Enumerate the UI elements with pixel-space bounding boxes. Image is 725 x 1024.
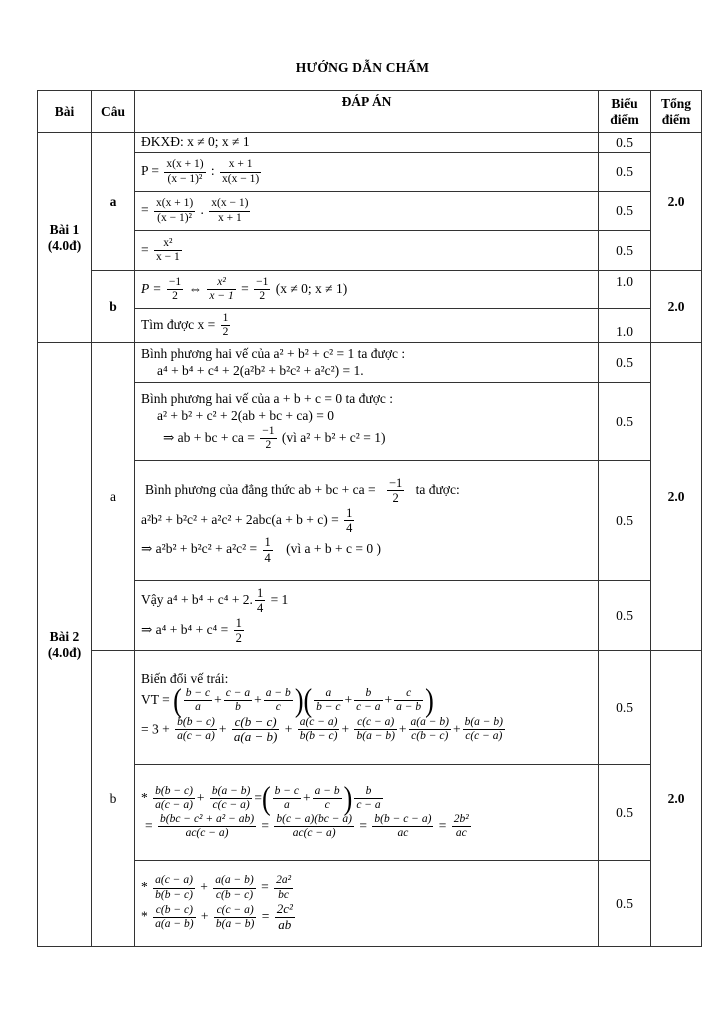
- answer-cell: [135, 765, 599, 861]
- denominator: a − b: [396, 701, 422, 714]
- header-cau: Câu: [92, 91, 135, 133]
- answer-cell: [135, 271, 599, 309]
- numerator: a − b: [265, 687, 291, 700]
- equals-three: = 3 +: [141, 721, 170, 737]
- bai1-b-total: 2.0: [651, 271, 702, 343]
- statement-text: ta được:: [415, 481, 460, 497]
- answer-line: a² + b² + c² + 2(ab + bc + ca) = 0: [157, 407, 335, 423]
- answer-cell: [135, 309, 599, 343]
- numerator: x²: [163, 236, 173, 249]
- numerator: a(c − a): [299, 716, 338, 729]
- numerator: −1: [168, 275, 182, 288]
- denominator: 4: [264, 550, 271, 565]
- answer-line: [141, 476, 594, 506]
- fraction: [214, 904, 256, 931]
- header-dap-an: ĐÁP ÁN: [135, 91, 599, 133]
- bullet-star: *: [141, 908, 148, 924]
- denominator: x − 1: [156, 251, 180, 263]
- header-bieu-diem: Biểu điểm: [599, 91, 651, 133]
- denominator: c(b − c): [213, 888, 255, 902]
- fraction: [344, 506, 354, 536]
- table-row: [38, 461, 702, 581]
- bai2-label: Bài 2: [49, 628, 80, 644]
- reason-text: (vì a + b + c = 0 ): [286, 541, 381, 557]
- numerator: c(b − c): [234, 713, 277, 729]
- fraction: [264, 687, 293, 714]
- denominator: 2: [260, 438, 276, 452]
- numerator: a(c − a): [155, 874, 193, 887]
- answer-line: Bình phương hai vế của a² + b² + c² = 1 ta được :: [141, 345, 406, 361]
- fraction: [255, 586, 265, 616]
- bai1-b-label: b: [92, 271, 135, 343]
- denominator: (x − 1)²: [164, 172, 205, 186]
- denominator: (x − 1)²: [154, 211, 195, 225]
- score-cell: 0.5: [599, 861, 651, 947]
- operator: :: [210, 163, 215, 179]
- bai1-cell: [38, 133, 92, 343]
- denominator: c: [313, 798, 342, 812]
- fraction: [164, 158, 205, 185]
- answer-line: * $\frac{b(b - c)}{a(c - a)}$ + $\frac{b(a - b)}{c(c - a)}$ =( $\frac{b - c}{a}$ + $\frac{a - b}{c}$ ) $\frac{b}{c - a}$: [141, 780, 381, 817]
- bai1-a-total: 2.0: [651, 133, 702, 271]
- numerator: b: [365, 687, 372, 700]
- fraction: [153, 904, 195, 931]
- numerator: b(b − c): [177, 716, 215, 729]
- bai2-points: (4.0đ): [47, 644, 82, 660]
- table-row: [38, 309, 702, 343]
- table-row: [38, 861, 702, 947]
- numerator: b(bc − c² + a² − ab): [160, 812, 255, 825]
- answer-cell: [135, 231, 599, 271]
- numerator: b − c: [274, 785, 299, 798]
- denominator: b(b − c): [155, 888, 193, 901]
- fraction: [158, 813, 256, 840]
- denominator: bc: [274, 888, 293, 902]
- fraction: [372, 813, 433, 840]
- score-cell: 0.5: [599, 383, 651, 461]
- equals: =: [241, 280, 249, 296]
- score-cell: 1.0: [599, 309, 651, 343]
- bai1-a-label: a: [92, 133, 135, 271]
- fraction: [153, 874, 195, 901]
- answer-line: [141, 535, 594, 565]
- fraction: [154, 237, 182, 264]
- numerator: b(a − b): [464, 716, 503, 729]
- fraction: [154, 197, 195, 224]
- score-cell: 0.5: [599, 153, 651, 192]
- table-row: [38, 271, 702, 309]
- bai1-points: (4.0đ): [47, 237, 82, 253]
- conclusion-text: Vậy a⁴ + b⁴ + c⁴ + 2.: [141, 591, 253, 607]
- dkxd-text: ĐKXĐ: x ≠ 0; x ≠ 1: [141, 134, 250, 150]
- numerator: 2b²: [453, 812, 469, 825]
- numerator: b(c − a)(bc − a): [276, 812, 352, 825]
- answer-line: Bình phương hai vế của a + b + c = 0 ta được :: [141, 390, 393, 406]
- denominator: ab: [275, 917, 295, 933]
- grading-table: [37, 90, 702, 947]
- formula-lhs: P =: [141, 280, 162, 296]
- vt-label: VT =: [141, 691, 170, 707]
- answer-cell: [135, 192, 599, 231]
- implication-text: ⇒ ab + bc + ca =: [163, 429, 255, 445]
- denominator: a(a − b): [233, 729, 278, 745]
- numerator: 2c²: [276, 900, 293, 916]
- paren-close: ): [343, 780, 353, 817]
- header-tong-diem: Tổng điểm: [651, 91, 702, 133]
- denominator: c: [264, 700, 293, 714]
- result-text: Tìm được x =: [141, 316, 216, 332]
- numerator: a(a − b): [215, 874, 254, 887]
- denominator: ac(c − a): [274, 826, 354, 840]
- fraction: [452, 813, 471, 840]
- fraction: [234, 616, 244, 646]
- fraction: [209, 197, 250, 224]
- denominator: ac: [452, 826, 471, 840]
- denominator: a: [273, 798, 301, 812]
- fraction: [354, 687, 382, 714]
- implication-text: ⇒ a²b² + b²c² + a²c² =: [141, 541, 258, 557]
- fraction: [409, 716, 451, 743]
- answer-line: * $\frac{c(b - c)}{a(a - b)}$ + $\frac{c(c - a)}{b(a - b)}$ = $\frac{\text{2c²}}{ab}$: [141, 900, 293, 932]
- fraction: [313, 785, 342, 812]
- numerator: b(b − c): [155, 785, 193, 798]
- fraction: [167, 276, 183, 303]
- numerator: b − c: [185, 687, 211, 700]
- numerator: b(b − c − a): [374, 812, 432, 825]
- fraction: [175, 716, 217, 743]
- fraction: [153, 785, 195, 812]
- paren-open: (: [173, 682, 182, 719]
- fraction: [394, 687, 423, 714]
- fraction: [273, 785, 301, 812]
- numerator: x(x − 1): [211, 197, 249, 210]
- table-row: [38, 133, 702, 153]
- fraction: [263, 535, 273, 565]
- bai1-label: Bài 1: [49, 221, 80, 237]
- reason-text: (vì a² + b² + c² = 1): [281, 429, 386, 445]
- denominator: a(c − a): [177, 730, 215, 743]
- answer-cell: [135, 861, 599, 947]
- answer-line: [141, 506, 594, 536]
- numerator: c − a: [225, 687, 251, 700]
- fraction: [274, 813, 354, 840]
- fraction: [274, 874, 293, 901]
- bai2-a-label: a: [92, 343, 135, 651]
- table-row: [38, 192, 702, 231]
- numerator: b: [365, 785, 372, 798]
- fraction: [275, 902, 295, 933]
- answer-line: a⁴ + b⁴ + c⁴ + 2(a²b² + b²c² + a²c²) = 1.: [157, 362, 364, 378]
- answer-line: [141, 586, 594, 616]
- denominator: 2: [235, 630, 242, 645]
- numerator: x + 1: [228, 158, 253, 171]
- denominator: b(a − b): [356, 730, 395, 743]
- numerator: 1: [222, 311, 229, 324]
- answer-cell: [135, 461, 599, 581]
- denominator: b: [224, 700, 252, 714]
- equivalence: ⇔: [188, 280, 202, 296]
- fraction: [207, 276, 235, 303]
- paren-close: ): [294, 682, 304, 719]
- numerator: c: [406, 687, 412, 700]
- numerator: b(a − b): [211, 785, 251, 798]
- header-bai: Bài: [38, 91, 92, 133]
- numerator: a: [325, 687, 332, 700]
- fraction: [221, 312, 231, 339]
- numerator: −1: [262, 424, 275, 437]
- denominator: 2: [167, 289, 183, 303]
- denominator: b(b − c): [299, 730, 338, 743]
- fraction: [224, 687, 252, 714]
- denominator: c(c − a): [210, 798, 252, 812]
- bullet-star: *: [141, 789, 148, 805]
- formula-lhs: =: [141, 202, 149, 218]
- condition: (x ≠ 0; x ≠ 1): [275, 280, 348, 296]
- denominator: x − 1: [209, 290, 234, 302]
- numerator: x(x + 1): [166, 158, 204, 171]
- fraction: [463, 716, 505, 743]
- denominator: a(a − b): [155, 917, 194, 930]
- implication-text: ⇒ a⁴ + b⁴ + c⁴ =: [141, 621, 229, 637]
- formula-lhs: =: [141, 241, 149, 257]
- denominator: 2: [222, 326, 229, 338]
- table-row: [38, 343, 702, 383]
- denominator: a(c − a): [155, 799, 193, 812]
- operator: .: [200, 202, 204, 218]
- answer-line: * $\frac{a(c - a)}{b(b - c)}$ + $\frac{a(a - b)}{c(b - c)}$ = $\frac{\text{2a²}}{bc}$: [141, 874, 292, 901]
- score-cell: 0.5: [599, 765, 651, 861]
- denominator: b(a − b): [215, 917, 255, 930]
- denominator: 2: [387, 490, 404, 505]
- answer-line: [141, 616, 594, 646]
- numerator: −1: [388, 475, 403, 490]
- statement-text: Bình phương của đẳng thức ab + bc + ca =: [145, 481, 376, 497]
- numerator: 1: [346, 505, 353, 520]
- answer-cell: [135, 383, 599, 461]
- denominator: 4: [346, 521, 353, 535]
- numerator: a − b: [314, 785, 340, 798]
- table-row: [38, 383, 702, 461]
- answer-line: [141, 425, 594, 452]
- fraction: [232, 715, 279, 746]
- numerator: c(c − a): [216, 903, 254, 916]
- numerator: −1: [256, 275, 269, 288]
- denominator: c − a: [356, 799, 381, 812]
- numerator: a(a − b): [410, 716, 449, 729]
- denominator: ac(c − a): [158, 826, 256, 840]
- numerator: c(c − a): [357, 716, 395, 729]
- numerator: x(x + 1): [156, 197, 194, 210]
- bai2-a-total: 2.0: [651, 343, 702, 651]
- score-cell: 0.5: [599, 651, 651, 765]
- denominator: c(c − a): [463, 729, 505, 743]
- fraction: [260, 425, 276, 452]
- answer-cell: [135, 343, 599, 383]
- denominator: x(x − 1): [222, 172, 260, 185]
- answer-cell: [135, 133, 599, 153]
- numerator: 2a²: [276, 874, 292, 887]
- score-cell: 0.5: [599, 581, 651, 651]
- denominator: c − a: [356, 701, 381, 714]
- paren-open: (: [261, 780, 271, 817]
- answer-line: Biến đổi vế trái:: [141, 670, 229, 686]
- score-cell: 0.5: [599, 231, 651, 271]
- answer-cell: [135, 651, 599, 765]
- denominator: 4: [256, 601, 264, 616]
- header-row: [38, 91, 702, 133]
- paren-close: ): [425, 682, 434, 719]
- numerator: 1: [264, 535, 271, 550]
- answer-line: = 3 + $\frac{b(b - c)}{a(c - a)}$ + $\frac{c(b - c)}{a(a - b)}$ + $\frac{a(c - a)}{b(b - c)}$ + $\frac{c(c - a)}{b(a - b)}$ + $\frac{a(a - b)}{c(b - c)}$ + $\frac{b(a - b)}{c(c - a)}$: [141, 713, 503, 745]
- denominator: ac: [372, 826, 433, 840]
- denominator: 2: [254, 289, 270, 303]
- fraction: [314, 687, 342, 714]
- score-cell: 0.5: [599, 461, 651, 581]
- fraction: [254, 276, 270, 303]
- numerator: 1: [256, 585, 264, 600]
- formula-lhs: P =: [141, 163, 159, 179]
- fraction: [354, 716, 396, 743]
- fraction: [220, 158, 261, 185]
- score-cell: 0.5: [599, 133, 651, 153]
- bai2-b-total: 2.0: [651, 651, 702, 947]
- conclusion-text: = 1: [270, 591, 289, 607]
- score-cell: 0.5: [599, 192, 651, 231]
- page-title: HƯỚNG DẪN CHẤM: [295, 60, 430, 75]
- fraction: [213, 874, 255, 901]
- table-row: [38, 581, 702, 651]
- fraction: [387, 476, 404, 506]
- answer-line: VT = ( $\frac{b - c}{a}$ + $\frac{c - a}{b}$ + $\frac{a - b}{c}$ )( $\frac{a}{b - c}$ + $\frac{b}{c - a}$ + $\frac{c}{a - b}$ ): [141, 682, 434, 719]
- fraction: [210, 785, 252, 812]
- bullet-star: *: [141, 879, 148, 895]
- numerator: 1: [235, 615, 242, 630]
- numerator: x²: [217, 275, 226, 288]
- score-cell: 1.0: [599, 271, 651, 309]
- answer-line: = $\frac{\text{b(bc − c² + a² − ab)}}{ac(c - a)}$ = $\frac{b(c - a)(bc - a)}{ac(c - a)}$ = $\frac{b(b - c - a)}{ac}$ = $\frac{\text{2b²}}{ac}$: [145, 812, 469, 839]
- denominator: b − c: [316, 701, 341, 714]
- table-row: [38, 231, 702, 271]
- fraction: [298, 716, 340, 743]
- fraction: [354, 785, 382, 812]
- numerator: c(b − c): [155, 903, 193, 916]
- answer-cell: [135, 581, 599, 651]
- denominator: c(b − c): [409, 729, 451, 743]
- bai2-b-label: b: [92, 651, 135, 947]
- denominator: a: [184, 700, 212, 714]
- bai2-cell: [38, 343, 92, 947]
- fraction: [184, 687, 212, 714]
- answer-cell: [135, 153, 599, 192]
- table-row: [38, 765, 702, 861]
- table-row: [38, 651, 702, 765]
- score-cell: 0.5: [599, 343, 651, 383]
- paren-open: (: [303, 682, 313, 719]
- expansion-text: a²b² + b²c² + a²c² + 2abc(a + b + c) =: [141, 511, 339, 527]
- table-row: [38, 153, 702, 192]
- denominator: x + 1: [209, 211, 250, 225]
